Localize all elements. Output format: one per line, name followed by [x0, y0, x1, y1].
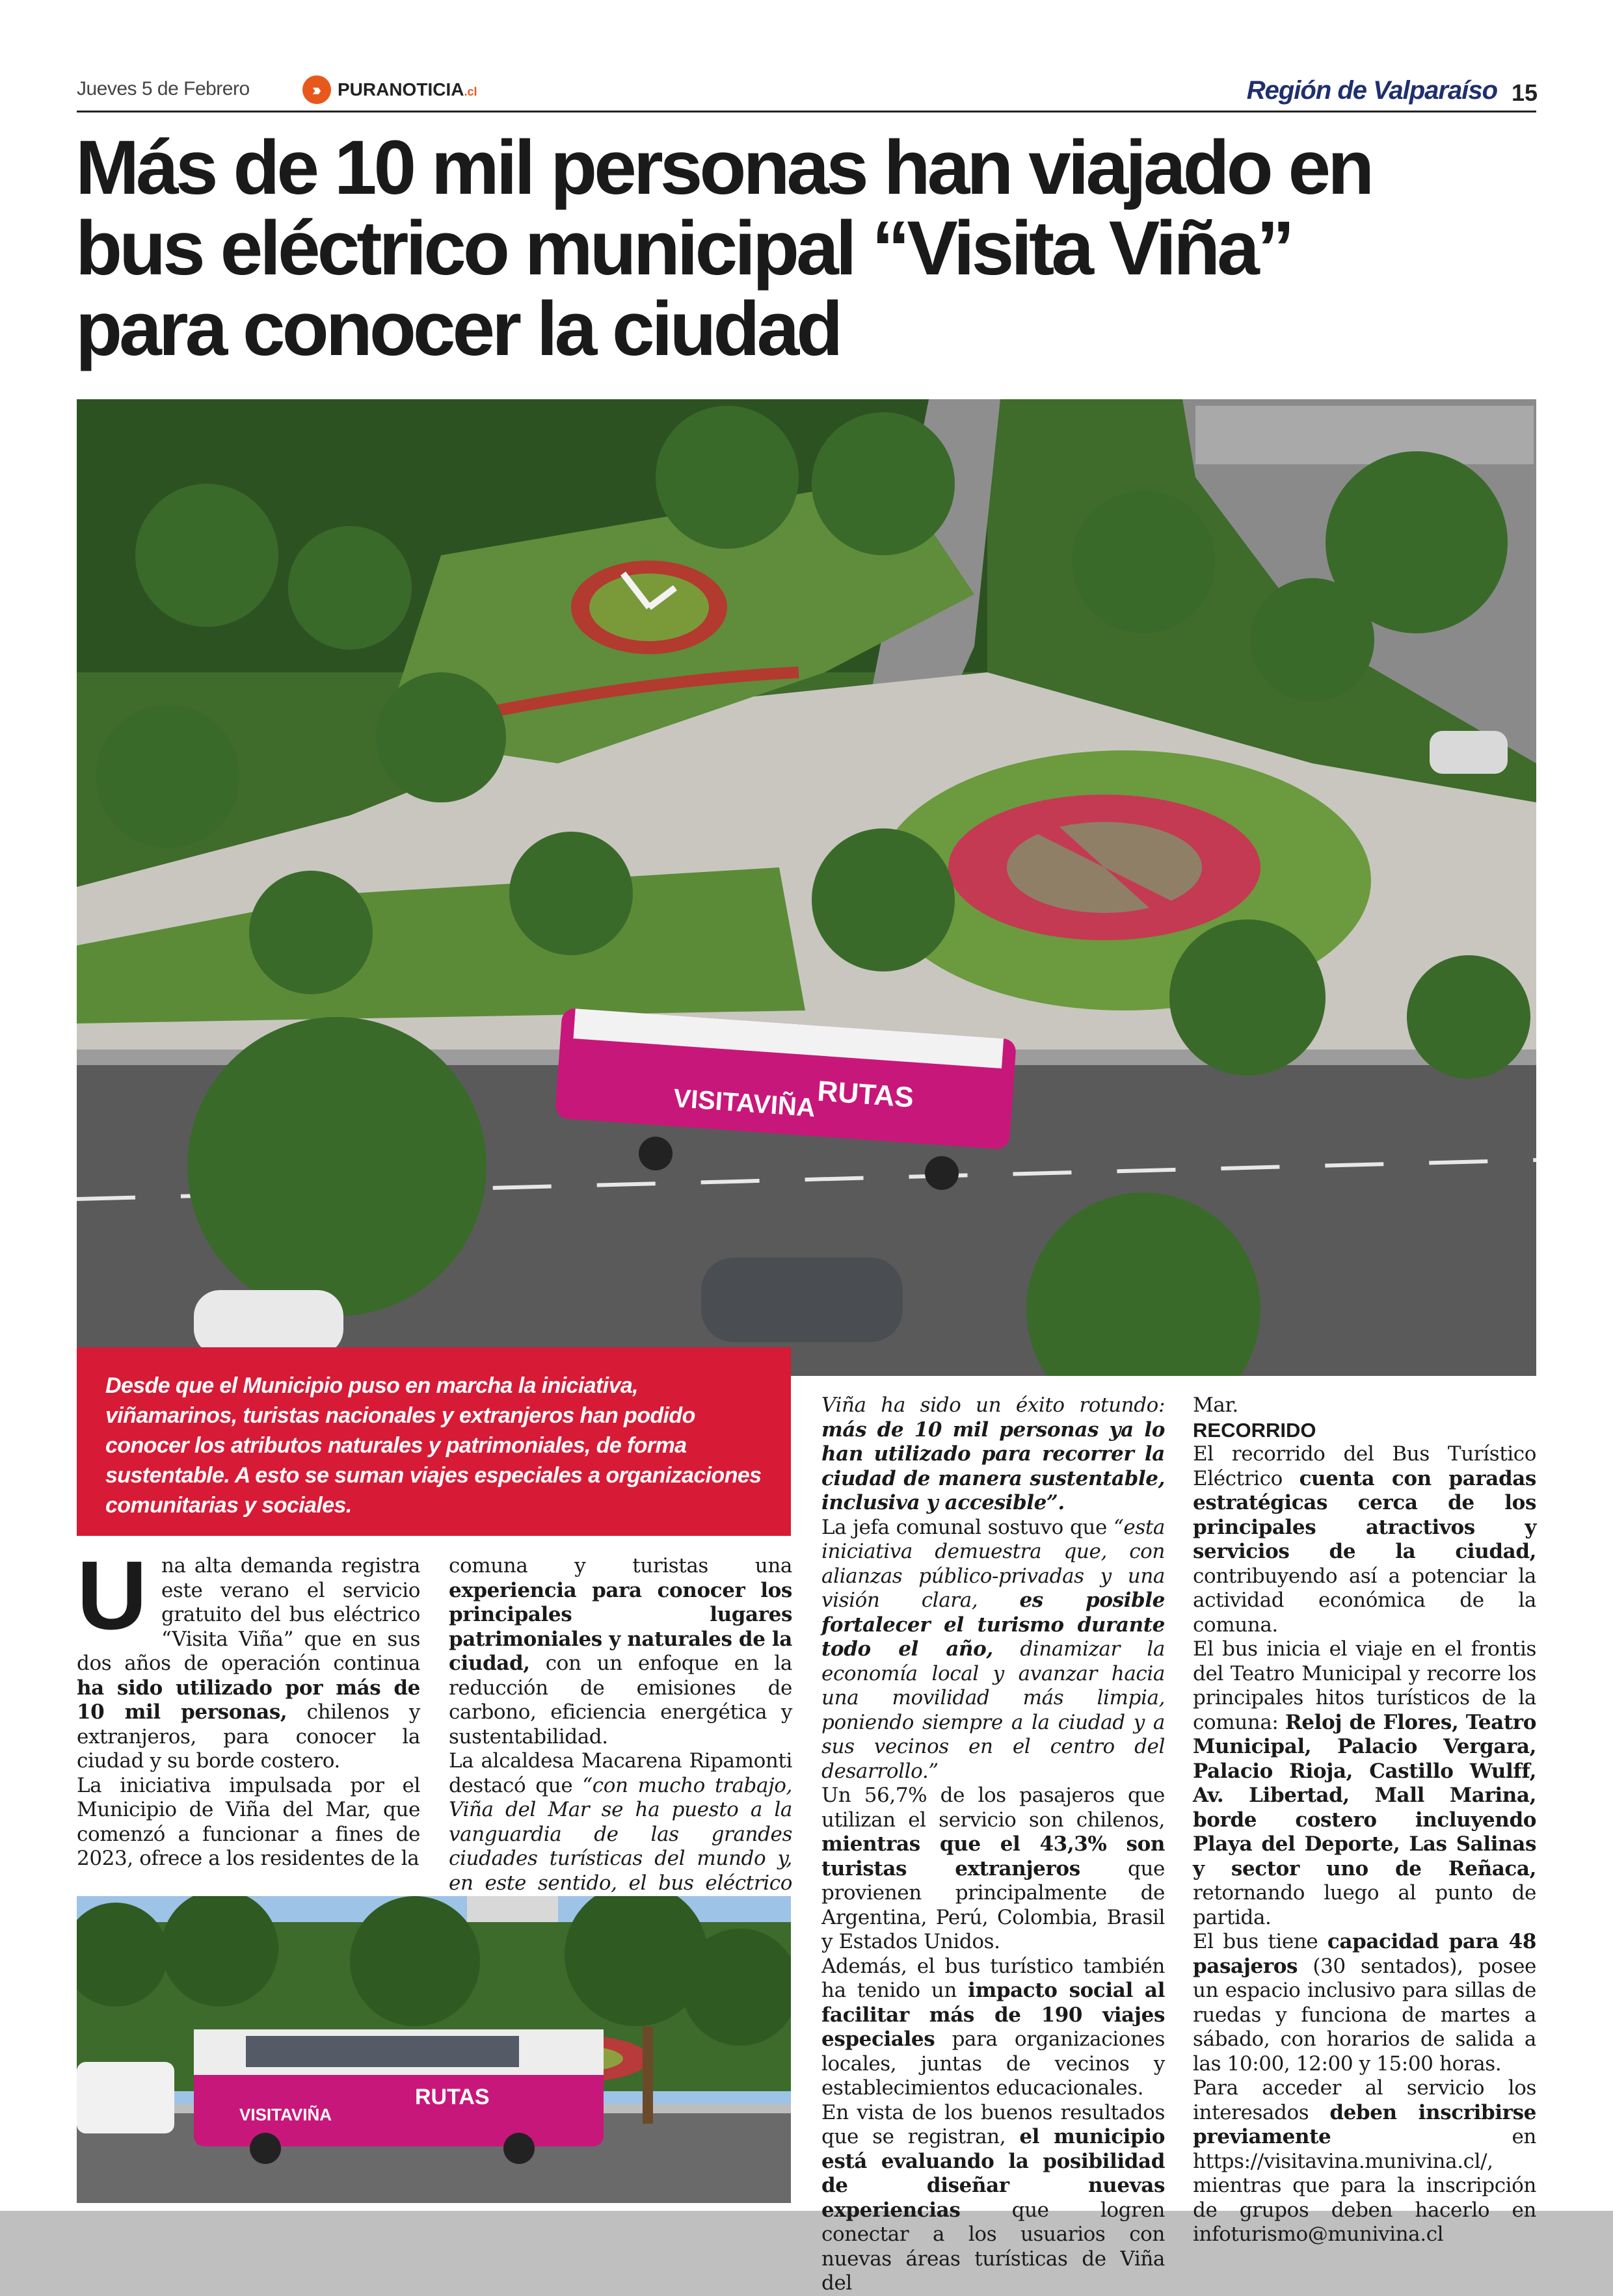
- quote-run-bold: más de 10 mil personas ya lo han utilizado para recorrer la ciudad de manera sustentable, inclusiva y accesible”.: [821, 1418, 1165, 1514]
- bus-photo-illustration: [77, 1896, 791, 2203]
- text-run: que provienen principalmente de Argentina, Perú, Colombia, Brasil y Estados Unidos.: [821, 1856, 1165, 1953]
- text-run: que logren conectar a los usuarios con nuevas áreas turísticas de Viña del: [821, 2198, 1165, 2295]
- text-run: Además, el bus turístico también ha tenido un: [821, 1954, 1165, 2002]
- logo-chevron-icon: ›››: [302, 75, 331, 104]
- text-run: La jefa comunal sostuvo que: [821, 1515, 1113, 1539]
- bus-route-text: RUTAS: [816, 1075, 915, 1114]
- bus-route-text: RUTAS: [415, 2085, 490, 2109]
- text-run-bold: mientras que el 43,3% son turistas extranjeros: [821, 1832, 1165, 1880]
- headline: [75, 125, 1545, 372]
- text-run-bold: capacidad para 48 pasajeros: [1193, 1930, 1536, 1978]
- header-rule: [77, 111, 1536, 112]
- drop-cap: U: [77, 1540, 147, 1650]
- quote-run-bold: es posible fortalecer el turismo durante todo el año,: [821, 1589, 1165, 1661]
- headline-line-2: bus eléctrico municipal “Visita Viña”: [75, 205, 1292, 291]
- article-column-2: [449, 1554, 792, 1920]
- text-run: para organizaciones locales, juntas de vecinos y establecimientos educacionales.: [821, 2027, 1165, 2100]
- text-run: en https://visitavina.munivina.cl/, mientras que para la inscripción de grupos deben hacerlo en infoturismo@munivina.cl: [1193, 2125, 1536, 2246]
- text-run-bold: cuenta con paradas estratégicas cerca de los principales atractivos y servicios de la ciudad,: [1193, 1466, 1536, 1563]
- text-run-bold: experiencia para conocer los principales lugares patrimoniales y naturales de la ciudad,: [449, 1578, 792, 1675]
- quote-run: Viña ha sido un éxito rotundo:: [821, 1393, 1165, 1417]
- text-run-bold: deben inscribirse previamente: [1193, 2100, 1536, 2148]
- text-run: na alta demanda registra este verano el servicio gratuito del bus eléctrico “Visita Viña” que en sus dos años de operación continua: [77, 1554, 420, 1675]
- quote-run: dinamizar la economía local y avanzar hacia una movilidad más limpia, poniendo siempre a la ciudad y a sus vecinos en el centro del desarrollo.”: [821, 1637, 1165, 1783]
- paragraph: La iniciativa impulsada por el Municipio de Viña del Mar, que comenzó a funcionar a fines de 2023, ofrece a los residentes de la: [77, 1773, 420, 1870]
- text-run: El bus inicia el viaje en el frontis del Teatro Municipal y recorre los principales hitos turísticos de la comuna:: [1193, 1637, 1536, 1734]
- text-run: comuna y turistas una: [449, 1554, 792, 1577]
- bus-street-photo: [77, 1896, 791, 2203]
- text-run: Un 56,7% de los pasajeros que utilizan el servicio son chilenos,: [821, 1784, 1165, 1832]
- text-run: El recorrido del Bus Turístico Eléctrico: [1193, 1442, 1536, 1490]
- page-number: 15: [1511, 79, 1538, 106]
- lead-text: Desde que el Municipio puso en marcha la iniciativa, viñamarinos, turistas nacionales y extranjeros han podido conocer los atributos naturales y patrimoniales, de forma sustentable. A esto se suman viajes especiales a organizaciones comunitarias y sociales.: [105, 1373, 762, 1518]
- text-run-bold: impacto social al facilitar más de 190 viajes especiales: [821, 1979, 1165, 2051]
- text-run: Para acceder al servicio los interesados: [1193, 2076, 1536, 2124]
- headline-line-1: Más de 10 mil personas han viajado en: [75, 125, 1372, 211]
- text-run: retornando luego al punto de partida.: [1193, 1881, 1536, 1929]
- text-run: con un enfoque en la reducción de emisiones de carbono, eficiencia energética y sustentabilidad.: [449, 1652, 792, 1748]
- article-column-4: [1193, 1393, 1536, 2247]
- text-run-bold: ha sido utilizado por más de 10 mil personas,: [77, 1676, 420, 1724]
- text-run: chilenos y extranjeros, para conocer la ciudad y su borde costero.: [77, 1700, 420, 1773]
- logo-name: PURANOTICIA: [338, 79, 464, 99]
- text-run: La alcaldesa Macarena Ripamonti destacó que: [449, 1749, 792, 1797]
- bus-side-view: [194, 2029, 604, 2164]
- aerial-photo-flower-clock: [77, 399, 1536, 1376]
- text-run: contribuyendo así a potenciar la actividad económica de la comuna.: [1193, 1564, 1536, 1637]
- subheading-recorrido: RECORRIDO: [1193, 1418, 1316, 1442]
- text-run: El bus tiene: [1193, 1930, 1327, 1953]
- bus-brand-text: VISITAVIÑA: [672, 1084, 817, 1123]
- text-run: (30 sentados), posee un espacio inclusivo para sillas de ruedas y funciona de martes a sábado, con horarios de salida a las 10:00, 12:00 y 15:00 horas.: [1193, 1954, 1536, 2076]
- text-run-bold: Reloj de Flores, Teatro Municipal, Palacio Vergara, Palacio Rioja, Castillo Wulff, Av. Libertad, Mall Marina, borde costero incluyendo Playa del Deporte, Las Salinas y sector uno de Reñaca,: [1193, 1710, 1536, 1880]
- article-column-3: [821, 1393, 1165, 2296]
- section-title: Región de Valparaíso: [1246, 76, 1497, 105]
- headline-line-3: para conocer la ciudad: [75, 286, 840, 372]
- puranoticia-logo: [302, 75, 477, 105]
- aerial-photo-illustration: [77, 399, 1536, 1376]
- paragraph: Mar.: [1193, 1393, 1238, 1417]
- bus-brand-text: VISITAVIÑA: [239, 2105, 332, 2124]
- text-run: En vista de los buenos resultados que se registran,: [821, 2100, 1165, 2148]
- quote-run: “con mucho trabajo, Viña del Mar se ha puesto a la vanguardia de las grandes ciudades turísticas del mundo y, en este sentido, el bus eléctrico: [449, 1773, 792, 1895]
- article-column-1: [77, 1540, 420, 1871]
- logo-suffix: .cl: [464, 85, 477, 98]
- text-run-bold: el municipio está evaluando la posibilidad de diseñar nuevas experiencias: [821, 2125, 1165, 2222]
- issue-date: Jueves 5 de Febrero: [77, 78, 250, 99]
- quote-run: “esta iniciativa demuestra que, con alianzas público-privadas y una visión clara,: [821, 1515, 1165, 1612]
- lead-box: [77, 1347, 791, 1536]
